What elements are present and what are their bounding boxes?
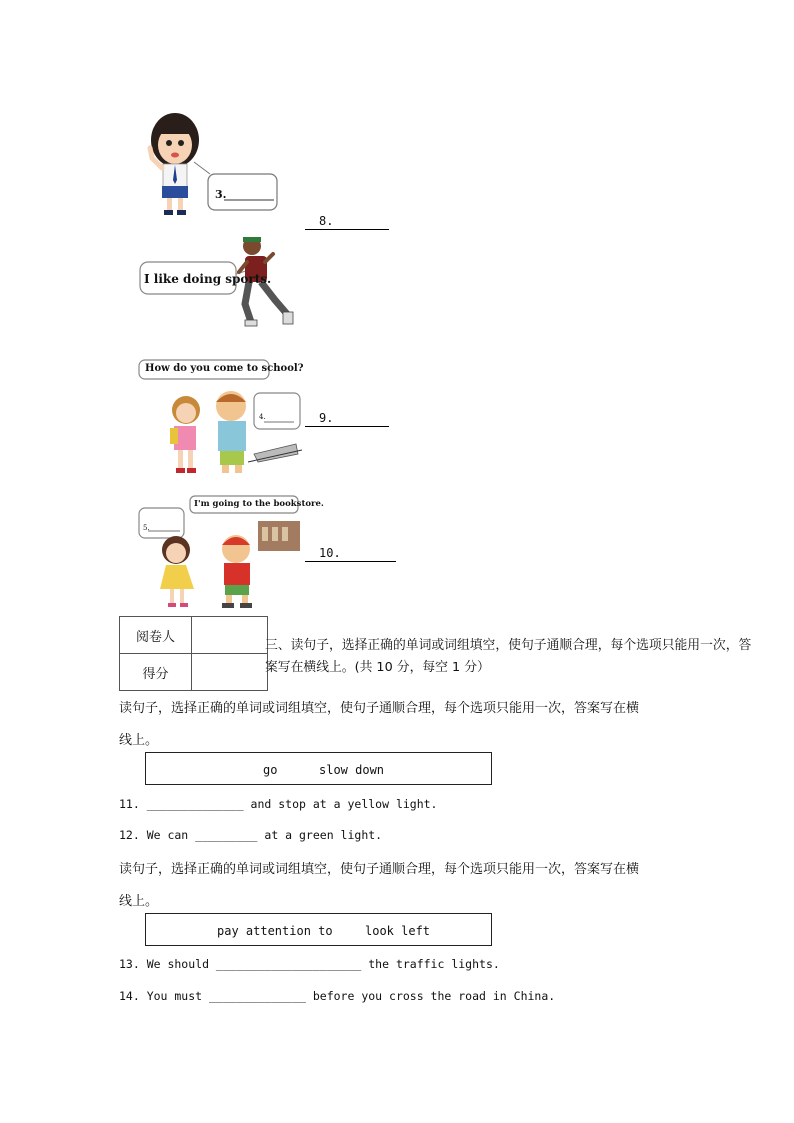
answer-blank-9[interactable]: 9.	[305, 411, 389, 427]
question-11: 11. ______________ and stop at a yellow light.	[119, 797, 438, 811]
instruction-line2: 线上。	[119, 894, 159, 909]
bubble-text: 3.	[215, 188, 227, 201]
reviewer-label: 阅卷人	[120, 617, 192, 654]
picture-kids-bookstore	[136, 495, 324, 613]
instruction-line1: 读句子，选择正确的单词或词组填空，使句子通顺合理，每个选项只能用一次，答案写在横	[119, 862, 640, 877]
word-options-box	[145, 913, 492, 946]
word-options-box	[145, 752, 492, 785]
section-heading-line2: 案写在横线上。(共 10 分，每空 1 分）	[265, 660, 490, 675]
bubble-text-statement: I'm going to the bookstore.	[194, 499, 324, 509]
bubble-text-small: 4.	[259, 413, 266, 421]
answer-blank-10[interactable]: 10.	[305, 546, 396, 562]
question-13: 13. We should _____________________ the traffic lights.	[119, 957, 500, 971]
instruction-line1: 读句子，选择正确的单词或词组填空，使句子通顺合理，每个选项只能用一次，答案写在横	[119, 701, 640, 716]
word-option[interactable]: go	[263, 763, 278, 777]
score-cell[interactable]	[192, 654, 268, 691]
score-table	[119, 616, 268, 691]
reviewer-cell[interactable]	[192, 617, 268, 654]
picture-girl-speaking	[140, 110, 285, 220]
word-option[interactable]: slow down	[319, 763, 385, 777]
bubble-text-question: How do you come to school?	[145, 363, 304, 374]
picture-kids-school	[136, 358, 306, 484]
section-heading-line1: 三、读句子，选择正确的单词或词组填空，使句子通顺合理，每个选项只能用一次，答	[265, 638, 752, 653]
picture-boy-running	[135, 232, 300, 336]
instruction-line2: 线上。	[119, 733, 159, 748]
answer-blank-8[interactable]: 8.	[305, 214, 389, 230]
question-14: 14. You must ______________ before you cross the road in China.	[119, 989, 556, 1003]
word-option[interactable]: pay attention to	[217, 924, 333, 938]
score-label: 得分	[120, 654, 192, 691]
question-12: 12. We can _________ at a green light.	[119, 828, 383, 842]
word-option[interactable]: look left	[365, 924, 431, 938]
bubble-text-small: 5.	[143, 524, 150, 532]
bubble-text: I like doing sports.	[144, 272, 272, 286]
